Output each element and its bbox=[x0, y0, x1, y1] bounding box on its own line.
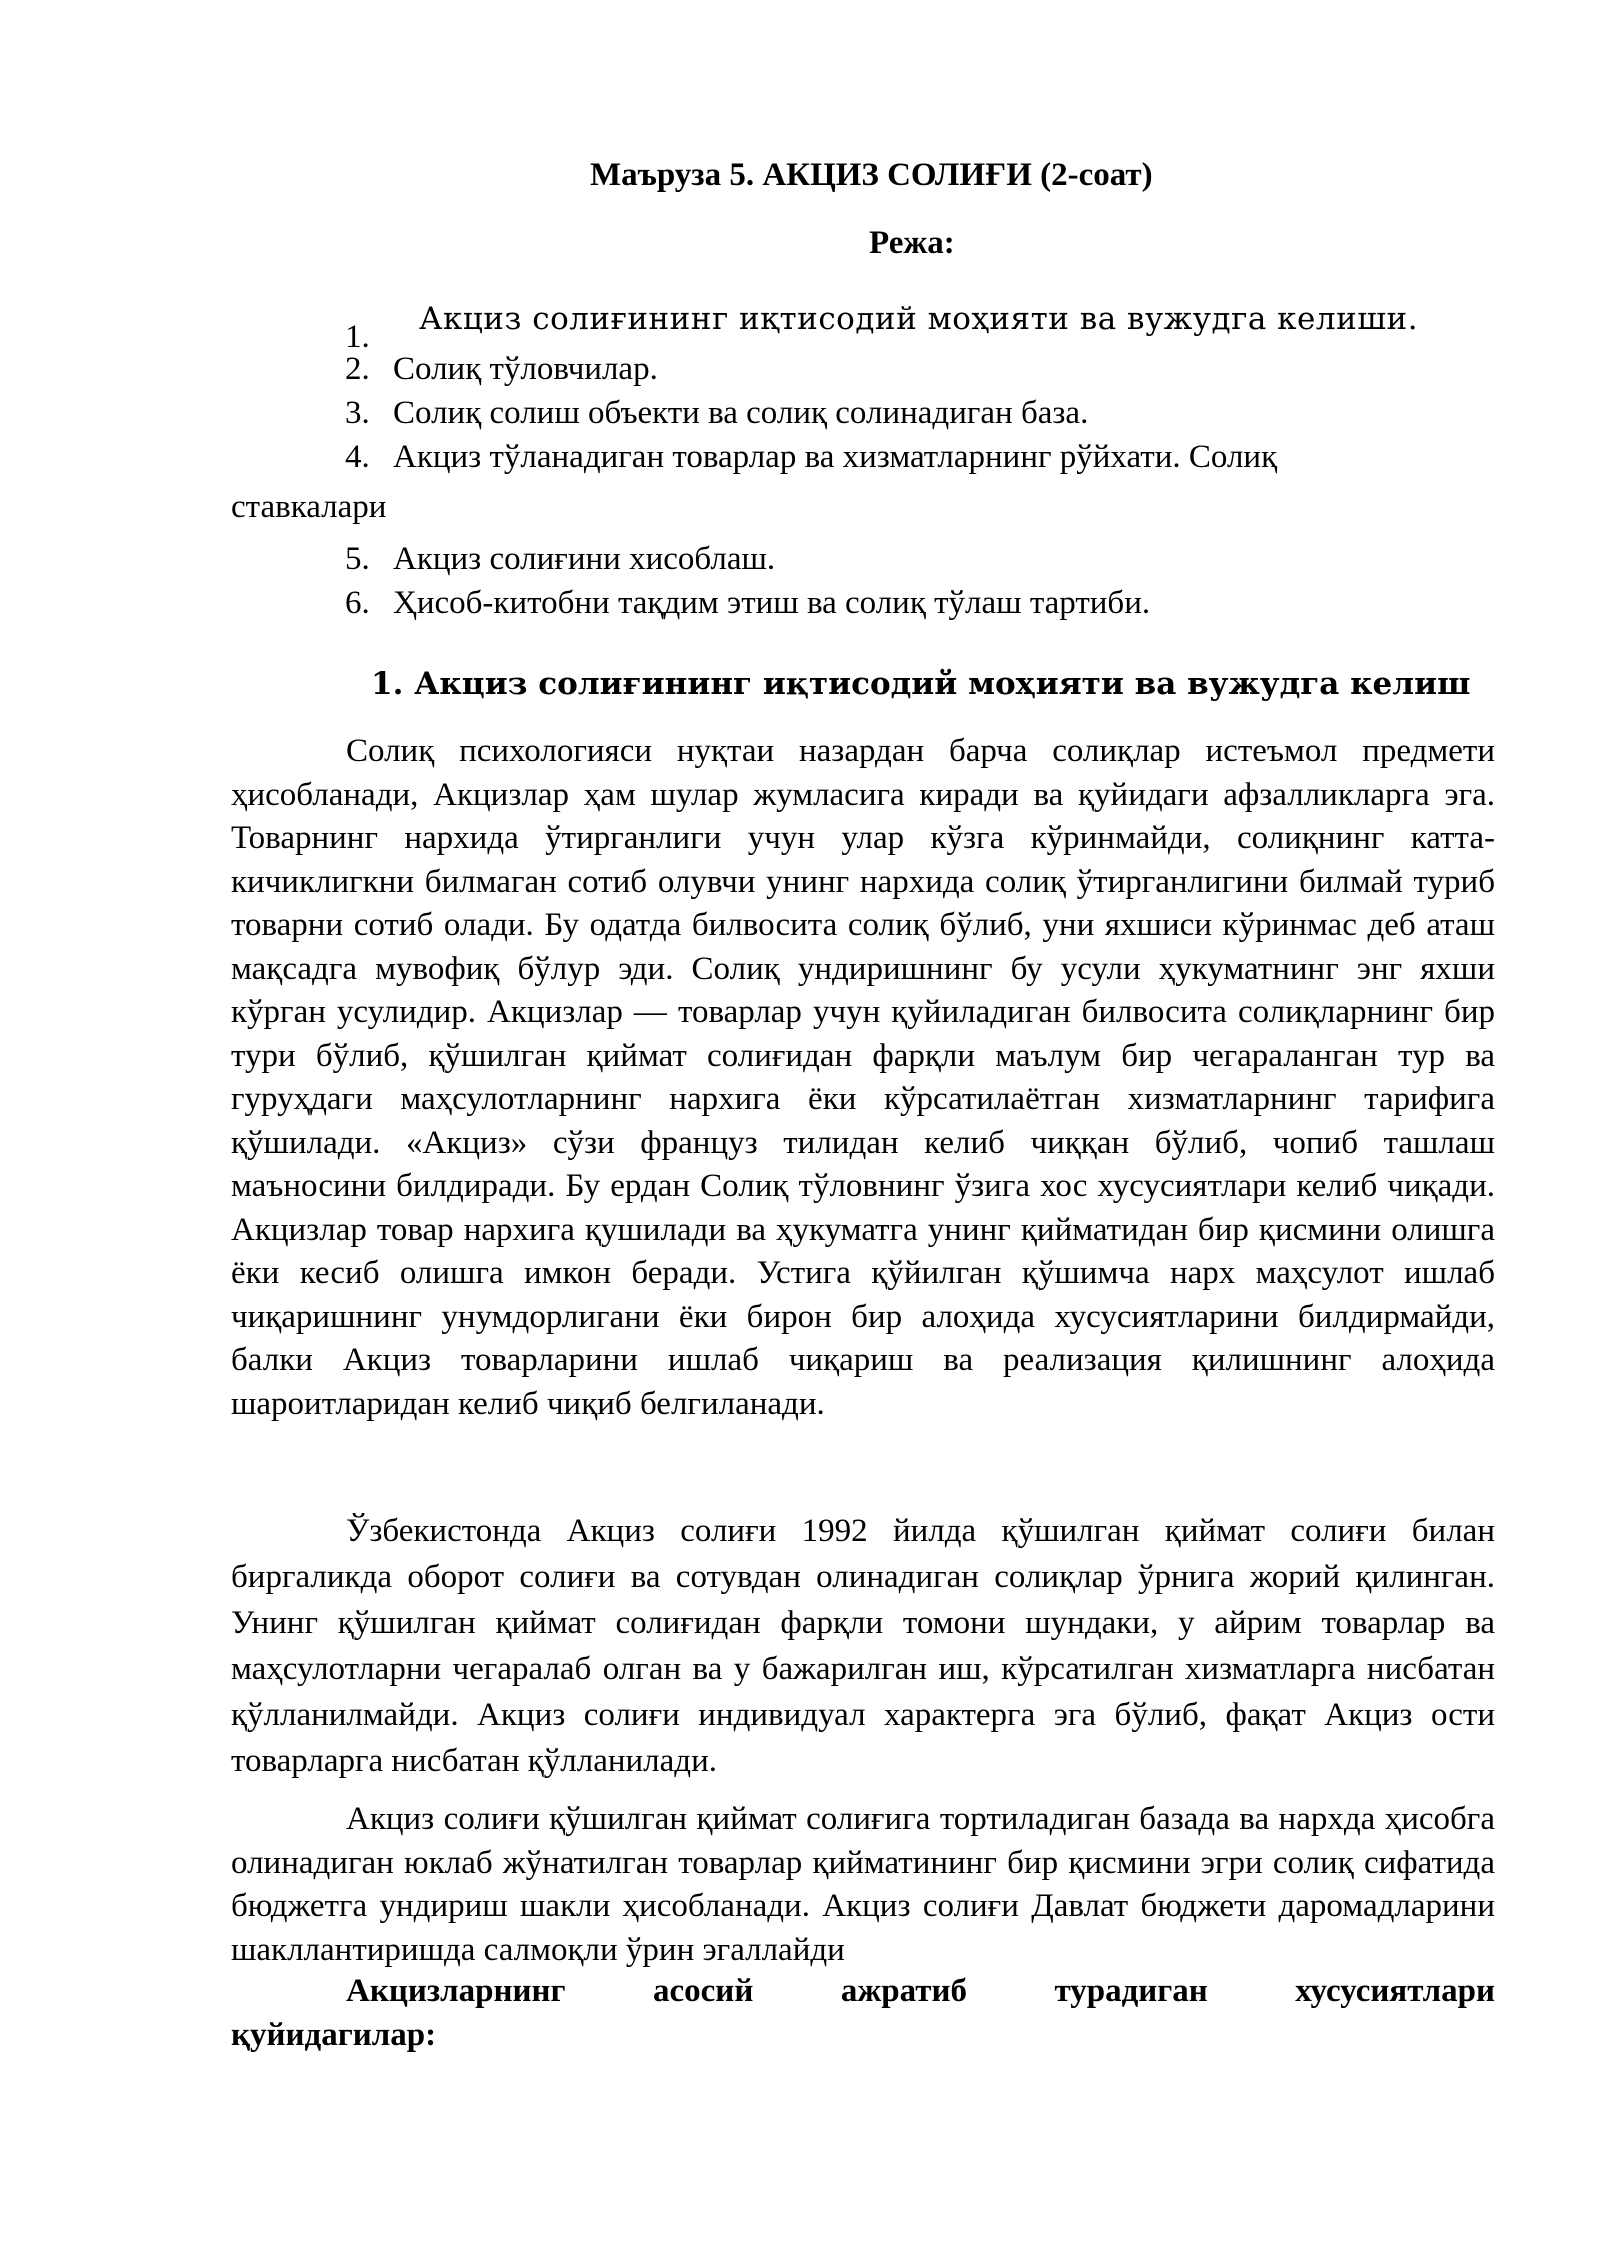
plan-item-continuation: ставкалари bbox=[231, 489, 387, 525]
closing-bold-line: қуйидагилар: bbox=[231, 2016, 437, 2053]
plan-item-number: 2. bbox=[345, 351, 370, 387]
plan-item-text: Солиқ тўловчилар. bbox=[393, 351, 658, 387]
body-paragraph: Солиқ психологияси нуқтаи назардан барча солиқлар истеъмол предмети ҳисобланади, Акцизлар ҳам шулар жумласига киради ва қуйидаги афзалликларга эга. Товарнинг нархида ўтирганлиги учун улар кўзга кўринмайди, солиқнинг катта-кичиклигкни билмаган сотиб олувчи унинг нархида солиқ ўтирганлигини билмай туриб товарни сотиб олади. Бу одатда билвосита солиқ бўлиб, уни яхшиси кўринмас деб аташ мақсадга мувофиқ бўлур эди. Солиқ ундиришнинг бу усули ҳукуматнинг энг яхши кўрган усулидир. Акцизлар — товарлар учун қуйиладиган билвосита солиқларнинг бир тури бўлиб, қўшилган қиймат солиғидан фарқли маълум бир чегараланган тур ва гуруҳдаги маҳсулотларнинг нархига ёки кўрсатилаётган хизматларнинг тарифига қўшилади. «Акциз» сўзи француз тилидан келиб чиққан бўлиб, чопиб ташлаш маъносини билдиради. Бу ердан Солиқ тўловнинг ўзига хос хусусиятлари келиб чиқади. Акцизлар товар нархига қушилади ва ҳукуматга унинг қийматидан бир қисмини олишга ёки кесиб олишга имкон беради. Устига қўйилган қўшимча нарх маҳсулот ишлаб чиқаришнинг унумдорлигани ёки бирон бир алоҳида хусусиятларини билдирмайди, балки Акциз товарларини ишлаб чиқариш ва реализация қилишнинг алоҳида шароитларидан келиб чиқиб белгиланади. bbox=[231, 733, 1495, 1422]
plan-item-number: 6. bbox=[345, 585, 370, 621]
plan-heading: Режа: bbox=[869, 225, 955, 261]
plan-item-number: 1. bbox=[345, 319, 370, 355]
plan-item-number: 5. bbox=[345, 541, 370, 577]
body-paragraph: Ўзбекистонда Акциз солиғи 1992 йилда қўшилган қиймат солиғи билан биргаликда оборот солиғи ва сотувдан олинадиган солиқлар ўрнига жорий қилинган. Унинг қўшилган қиймат солиғидан фарқли томони шундаки, у айрим товарлар ва маҳсулотларни чегаралаб олган ва у бажарилган иш, кўрсатилган хизматларга нисбатан қўлланилмайди. Акциз солиғи индивидуал характерга эга бўлиб, фақат Акциз ости товарларга нисбатан қўлланилади. bbox=[231, 1513, 1495, 1779]
plan-item-text: Акциз солиғини хисоблаш. bbox=[393, 541, 776, 577]
plan-item-text: Ҳисоб-китобни тақдим этиш ва солиқ тўлаш тартиби. bbox=[393, 585, 1151, 621]
section-heading: 1. Акциз солиғининг иқтисодий моҳияти ва вужудга келиш bbox=[371, 666, 1471, 702]
plan-item-text: Акциз тўланадиган товарлар ва хизматларнинг рўйхати. Солиқ bbox=[393, 439, 1278, 475]
lecture-title: Маъруза 5. АКЦИЗ СОЛИҒИ (2-соат) bbox=[590, 157, 1153, 193]
plan-item-number: 4. bbox=[345, 439, 370, 475]
plan-item-text: Акциз солиғининг иқтисодий моҳияти ва вужудга келиши. bbox=[419, 301, 1419, 337]
plan-item-number: 3. bbox=[345, 395, 370, 431]
body-paragraph: Акциз солиғи қўшилган қиймат солиғига тортиладиган базада ва нархда ҳисобга олинадиган юклаб жўнатилган товарлар қийматининг бир қисмини эгри солиқ сифатида бюджетга ундириш шакли ҳисобланади. Акциз солиғи Давлат бюджети даромадларини шакллантиришда салмоқли ўрин эгаллайди bbox=[231, 1801, 1495, 1968]
closing-bold-line: Акцизларнинг асосий ажратиб турадиган хусусиятлари bbox=[346, 1973, 1495, 2009]
plan-item-text: Солиқ солиш объекти ва солиқ солинадиган база. bbox=[393, 395, 1089, 431]
closing-bold-heading bbox=[231, 1970, 1495, 2057]
